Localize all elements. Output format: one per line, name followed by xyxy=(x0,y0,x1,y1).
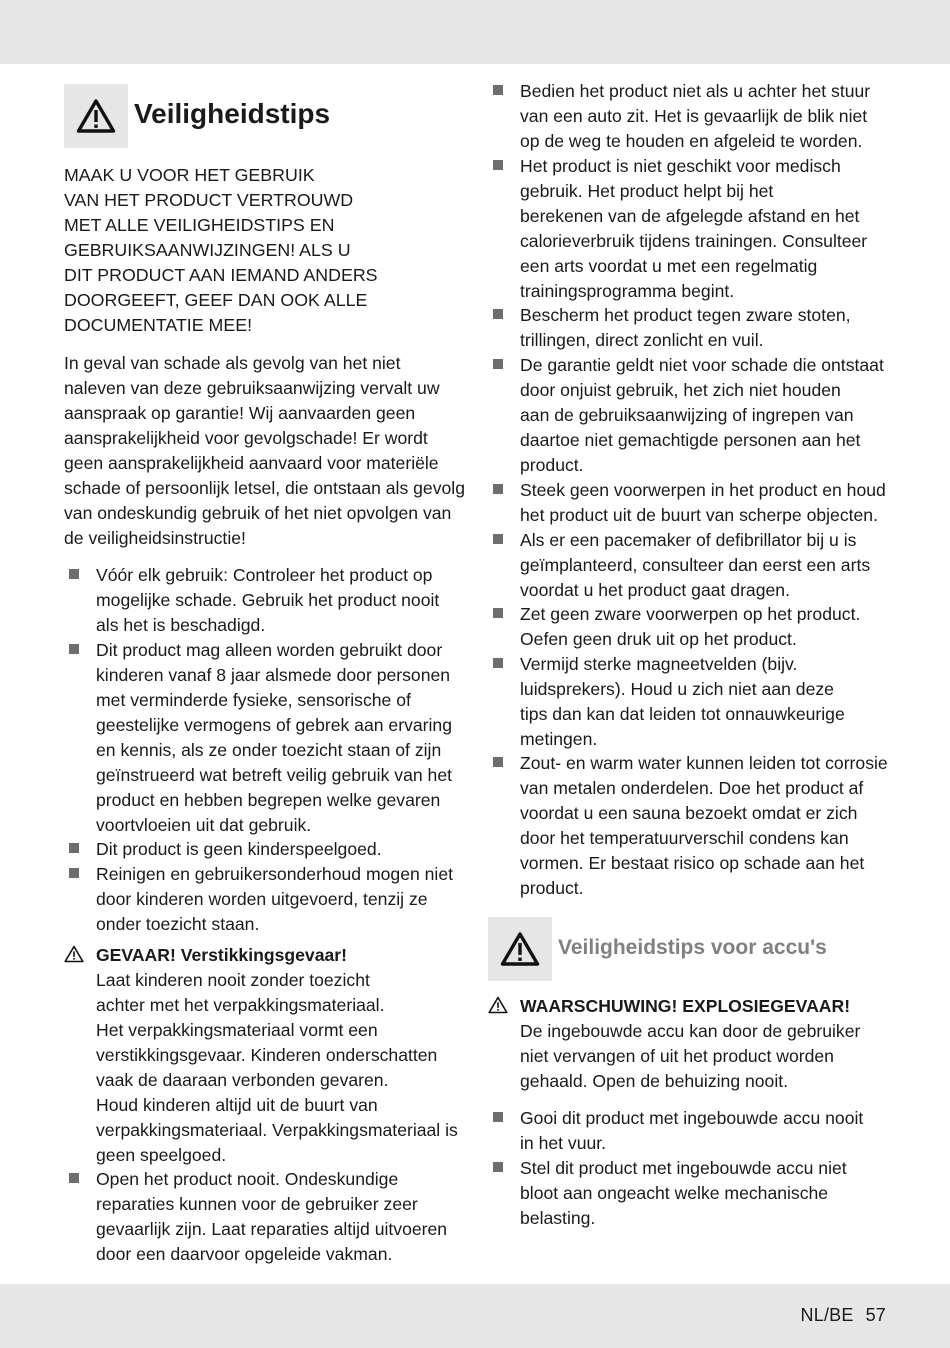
warning-line: Laat kinderen nooit zonder toezicht xyxy=(96,970,370,990)
bullet-line: Open het product nooit. Ondeskundige xyxy=(96,1169,399,1189)
warning-line: De ingebouwde accu kan door de gebruiker xyxy=(520,1021,861,1041)
bullet-line: met verminderde fysieke, sensorische of xyxy=(96,690,411,710)
bullet-line: Dit product is geen kinderspeelgoed. xyxy=(96,839,382,859)
warning-line: gehaald. Open de behuizing nooit. xyxy=(520,1071,789,1091)
bullet-square-icon xyxy=(493,1112,503,1122)
bullet-line: metingen. xyxy=(520,729,598,749)
bullet-line: bloot aan ongeacht welke mechanische xyxy=(520,1183,829,1203)
battery-section-heading: Veiligheidstips voor accu's xyxy=(558,936,827,959)
bullet-line: Het product is niet geschikt voor medisch xyxy=(520,156,841,176)
bullet-line: van een auto zit. Het is gevaarlijk de blik niet xyxy=(520,106,868,126)
bullet-line: onder toezicht staan. xyxy=(96,914,260,934)
bullet-line: het product uit de buurt van scherpe objecten. xyxy=(520,505,878,525)
bullet-line: trainingsprogramma begint. xyxy=(520,281,735,301)
bullet-line: calorieverbruik tijdens trainingen. Consulteer xyxy=(520,231,868,251)
bullet-line: aan de gebruiksaanwijzing of ingrepen van xyxy=(520,405,854,425)
intro-line: DOCUMENTATIE MEE! xyxy=(64,315,253,335)
bullet-square-icon xyxy=(493,309,503,319)
bullet-line: Steek geen voorwerpen in het product en houd xyxy=(520,480,886,500)
warning-triangle-icon xyxy=(64,945,84,963)
intro-line: GEBRUIKSAANWIJZINGEN! ALS U xyxy=(64,240,351,260)
warning-triangle-icon xyxy=(76,98,116,134)
bullet-square-icon xyxy=(493,160,503,170)
bullet-line: als het is beschadigd. xyxy=(96,615,266,635)
bullet-square-icon xyxy=(69,644,79,654)
bullet-square-icon xyxy=(493,359,503,369)
paragraph-line: schade of persoonlijk letsel, die ontstaan als gevolg xyxy=(64,478,465,498)
intro-line: DIT PRODUCT AAN IEMAND ANDERS xyxy=(64,265,378,285)
warning-line: Houd kinderen altijd uit de buurt van xyxy=(96,1095,378,1115)
intro-line: VAN HET PRODUCT VERTROUWD xyxy=(64,190,354,210)
warning-triangle-icon xyxy=(488,996,508,1014)
bullet-line: geïmplanteerd, consulteer dan eerst een arts xyxy=(520,555,871,575)
bullet-square-icon xyxy=(69,843,79,853)
bullet-square-icon xyxy=(493,534,503,544)
warning-line: achter met het verpakkingsmateriaal. xyxy=(96,995,385,1015)
bullet-line: product. xyxy=(520,455,584,475)
top-band xyxy=(0,0,950,64)
bullet-line: product en hebben begrepen welke gevaren xyxy=(96,790,441,810)
intro-line: MAAK U VOOR HET GEBRUIK xyxy=(64,165,315,185)
bullet-line: tips dan kan dat leiden tot onnauwkeurige xyxy=(520,704,845,724)
bullet-line: luidsprekers). Houd u zich niet aan deze xyxy=(520,679,834,699)
warning-line: Het verpakkingsmateriaal vormt een xyxy=(96,1020,378,1040)
bullet-line: Vóór elk gebruik: Controleer het product op xyxy=(96,565,433,585)
intro-line: DOORGEEFT, GEEF DAN OOK ALLE xyxy=(64,290,368,310)
warning-line: geen speelgoed. xyxy=(96,1145,227,1165)
bullet-line: Oefen geen druk uit op het product. xyxy=(520,629,797,649)
paragraph-line: aanspraak op garantie! Wij aanvaarden geen xyxy=(64,403,416,423)
bullet-square-icon xyxy=(493,85,503,95)
bullet-line: door een daarvoor opgeleide vakman. xyxy=(96,1244,393,1264)
paragraph-line: naleven van deze gebruiksaanwijzing vervalt uw xyxy=(64,378,440,398)
paragraph-line: geen aansprakelijkheid aanvaard voor materiële xyxy=(64,453,439,473)
bullet-line: voordat u het product gaat dragen. xyxy=(520,580,790,600)
bullet-line: trillingen, direct zonlicht en vuil. xyxy=(520,330,764,350)
bullet-square-icon xyxy=(69,569,79,579)
bullet-line: door onjuist gebruik, het zich niet houden xyxy=(520,380,841,400)
bullet-square-icon xyxy=(493,1162,503,1172)
paragraph-line: In geval van schade als gevolg van het niet xyxy=(64,353,401,373)
bullet-line: mogelijke schade. Gebruik het product nooit xyxy=(96,590,440,610)
bullet-line: vormen. Er bestaat risico op schade aan het xyxy=(520,853,865,873)
warning-title: WAARSCHUWING! EXPLOSIEGEVAAR! xyxy=(520,996,851,1016)
bullet-line: daartoe niet gemachtigde personen aan het xyxy=(520,430,861,450)
bullet-line: voortvloeien uit dat gebruik. xyxy=(96,815,312,835)
bullet-line: product. xyxy=(520,878,584,898)
paragraph-line: de veiligheidsinstructie! xyxy=(64,528,246,548)
page-heading: Veiligheidstips xyxy=(134,98,331,129)
bullet-line: voordat u een sauna bezoekt omdat er zich xyxy=(520,803,858,823)
bullet-line: op de weg te houden en afgeleid te worden. xyxy=(520,131,863,151)
battery-heading-icon-box xyxy=(488,917,552,981)
bullet-line: en kennis, als ze onder toezicht staan of zijn xyxy=(96,740,442,760)
bullet-square-icon xyxy=(493,757,503,767)
bullet-line: Dit product mag alleen worden gebruikt door xyxy=(96,640,443,660)
bullet-line: in het vuur. xyxy=(520,1133,607,1153)
bullet-line: Als er een pacemaker of defibrillator bij u is xyxy=(520,530,857,550)
bullet-line: gevaarlijk zijn. Laat reparaties altijd uitvoeren xyxy=(96,1219,448,1239)
bullet-line: kinderen vanaf 8 jaar alsmede door personen xyxy=(96,665,451,685)
warning-triangle-icon xyxy=(500,931,540,967)
page-number: 57 xyxy=(865,1305,886,1325)
language-code: NL/BE xyxy=(800,1305,854,1325)
bullet-line: geestelijke vermogens of gebrek aan ervaring xyxy=(96,715,452,735)
warning-title: GEVAAR! Verstikkingsgevaar! xyxy=(96,945,347,965)
bullet-line: door het temperatuurverschil condens kan xyxy=(520,828,849,848)
bullet-line: Zet geen zware voorwerpen op het product. xyxy=(520,604,861,624)
warning-line: verpakkingsmateriaal. Verpakkingsmateriaal is xyxy=(96,1120,458,1140)
warning-line: niet vervangen of uit het product worden xyxy=(520,1046,834,1066)
bullet-square-icon xyxy=(493,658,503,668)
bullet-line: een arts voordat u met een regelmatig xyxy=(520,256,818,276)
bullet-line: door kinderen worden uitgevoerd, tenzij ze xyxy=(96,889,428,909)
bullet-square-icon xyxy=(69,1173,79,1183)
bullet-line: Vermijd sterke magneetvelden (bijv. xyxy=(520,654,798,674)
paragraph-line: aansprakelijkheid voor gevolgschade! Er wordt xyxy=(64,428,428,448)
bullet-line: Bescherm het product tegen zware stoten, xyxy=(520,305,851,325)
bullet-line: belasting. xyxy=(520,1208,596,1228)
bullet-line: gebruik. Het product helpt bij het xyxy=(520,181,774,201)
bullet-line: Zout- en warm water kunnen leiden tot corrosie xyxy=(520,753,888,773)
warning-line: vaak de daaraan verbonden gevaren. xyxy=(96,1070,389,1090)
bullet-line: geïnstrueerd wat betreft veilig gebruik van het xyxy=(96,765,452,785)
bullet-line: Reinigen en gebruikersonderhoud mogen niet xyxy=(96,864,454,884)
intro-line: MET ALLE VEILIGHEIDSTIPS EN xyxy=(64,215,335,235)
safety-heading-icon-box xyxy=(64,84,128,148)
page-footer xyxy=(801,1305,886,1326)
bullet-square-icon xyxy=(493,484,503,494)
bullet-square-icon xyxy=(69,868,79,878)
bullet-line: van metalen onderdelen. Doe het product af xyxy=(520,778,864,798)
bullet-line: Stel dit product met ingebouwde accu niet xyxy=(520,1158,847,1178)
warning-line: verstikkingsgevaar. Kinderen onderschatten xyxy=(96,1045,438,1065)
bullet-square-icon xyxy=(493,608,503,618)
paragraph-line: van ondeskundig gebruik of het niet opvolgen van xyxy=(64,503,452,523)
bullet-line: Bedien het product niet als u achter het stuur xyxy=(520,81,871,101)
bullet-line: reparaties kunnen voor de gebruiker zeer xyxy=(96,1194,418,1214)
bullet-line: Gooi dit product met ingebouwde accu nooit xyxy=(520,1108,864,1128)
bullet-line: berekenen van de afgelegde afstand en het xyxy=(520,206,860,226)
bullet-line: De garantie geldt niet voor schade die ontstaat xyxy=(520,355,884,375)
